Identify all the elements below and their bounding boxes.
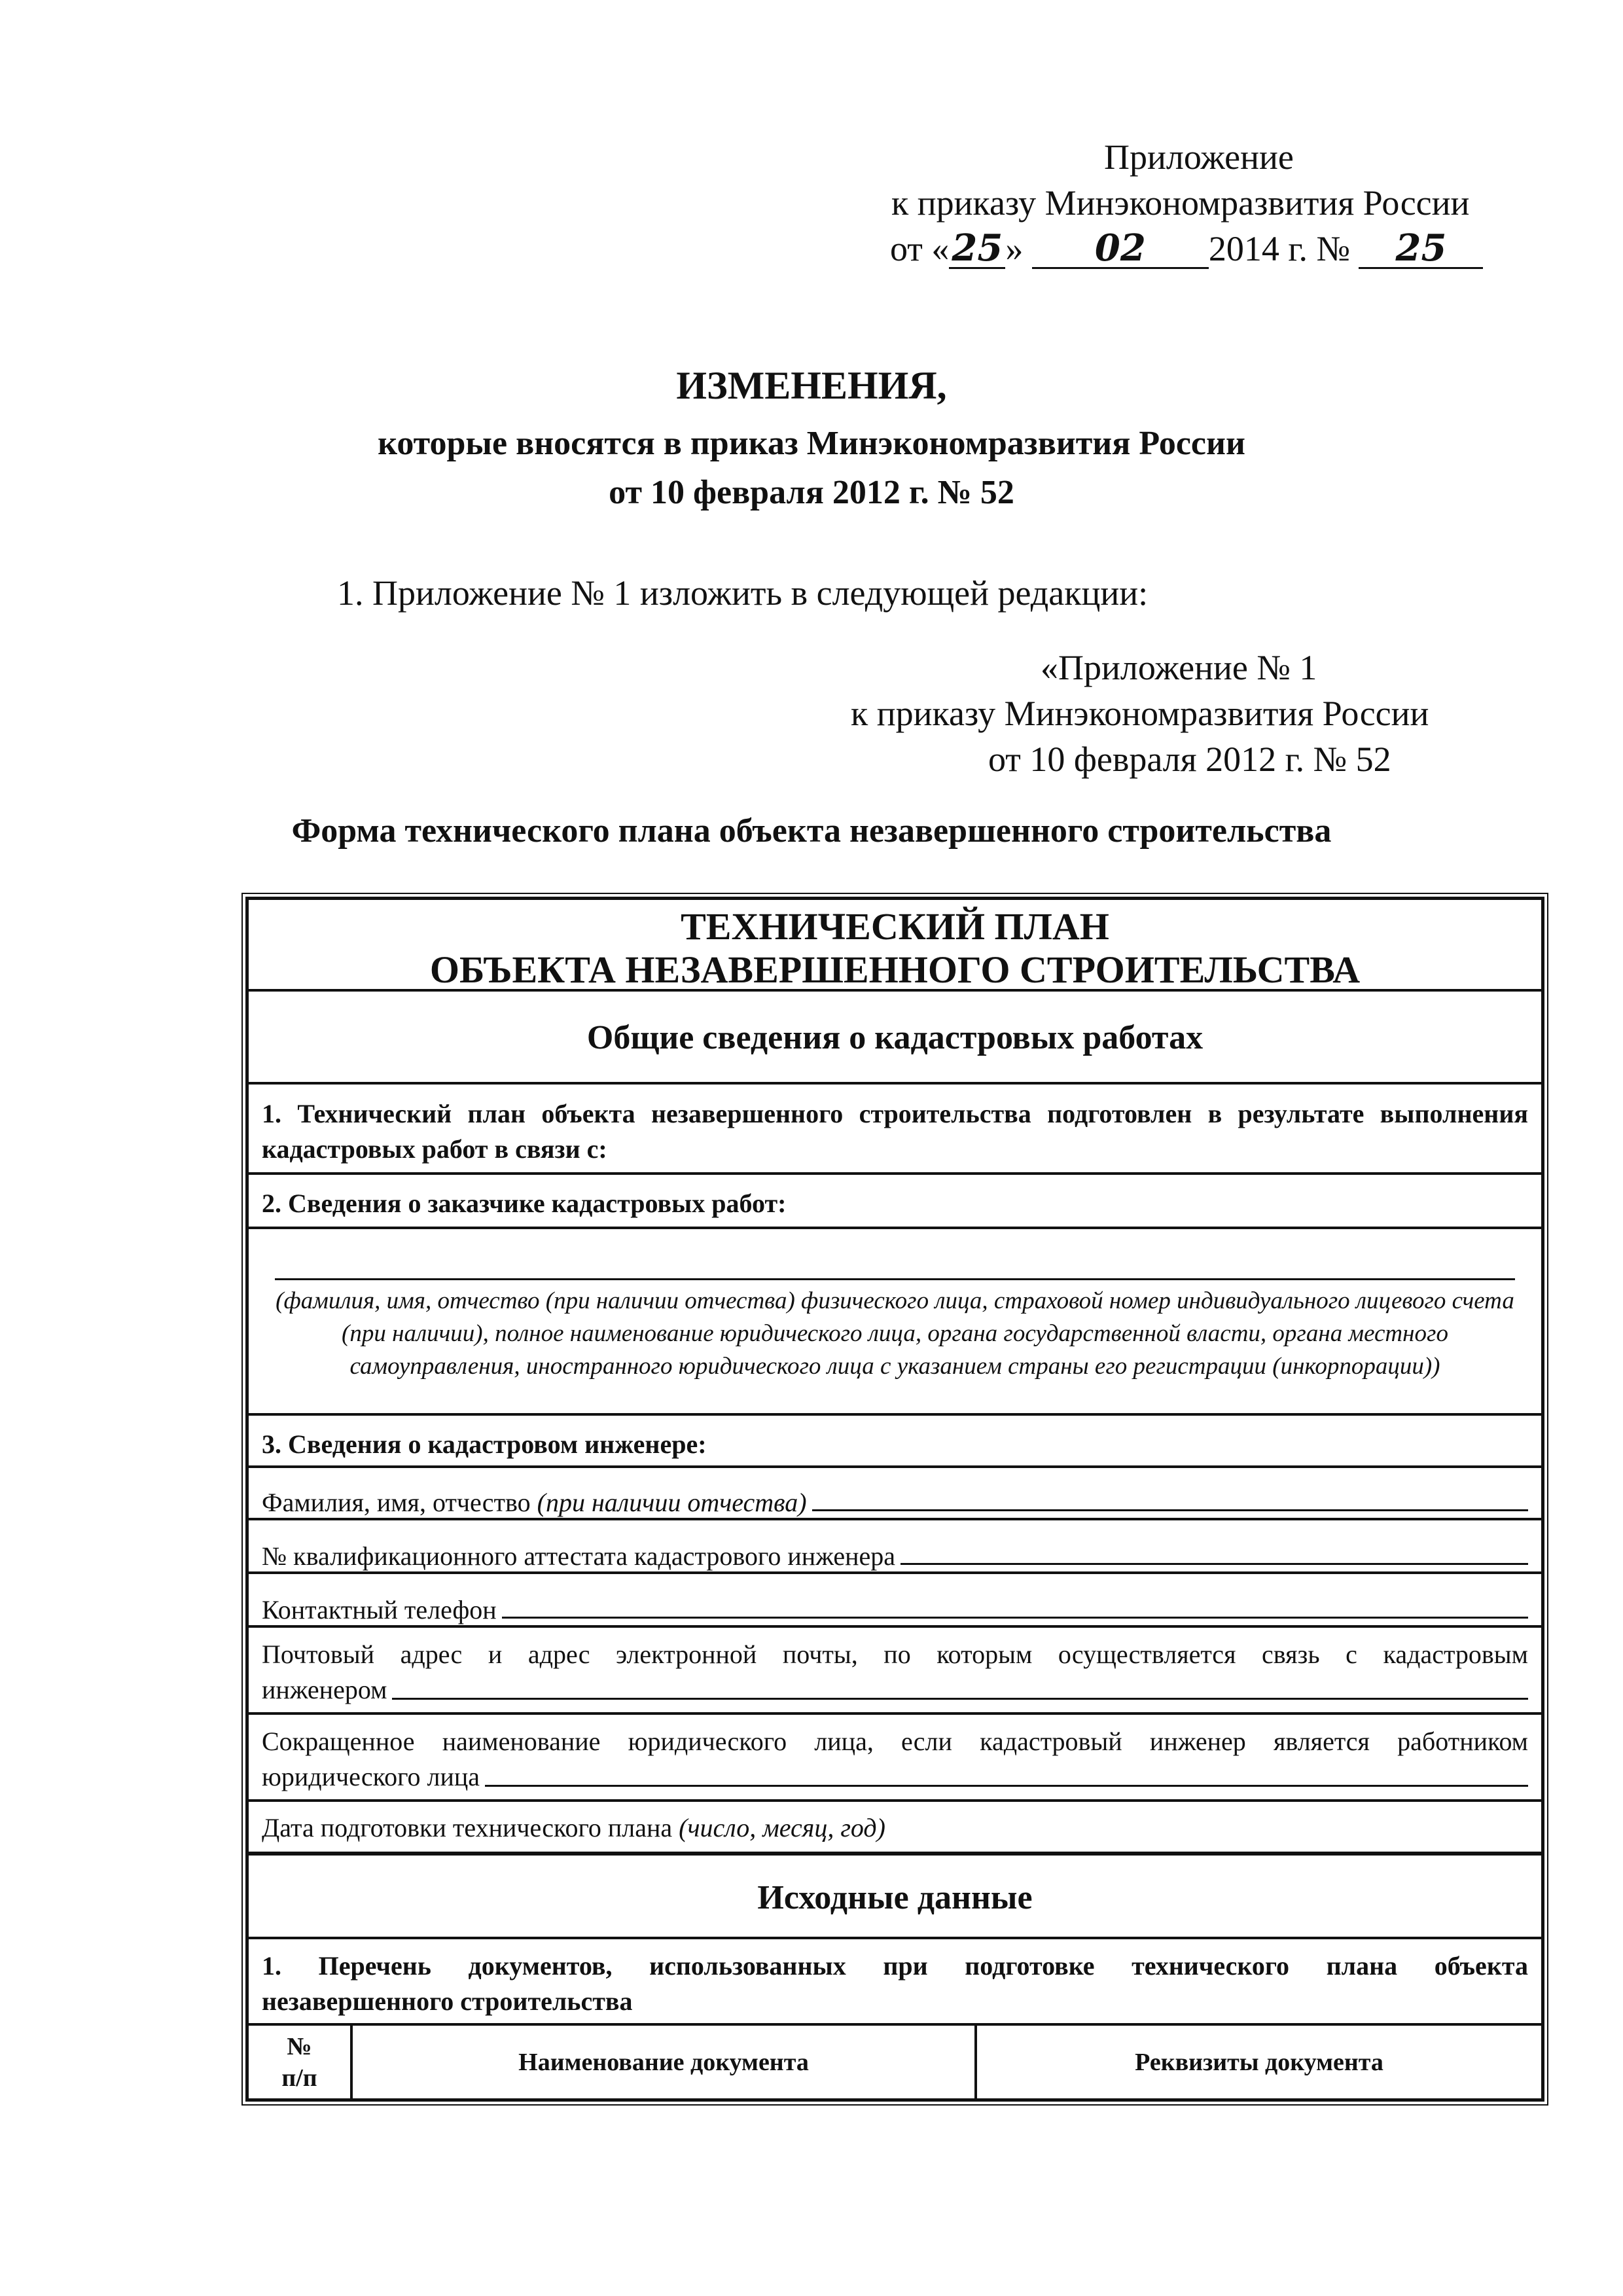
form-heading-line-2: ОБЪЕКТА НЕЗАВЕРШЕННОГО СТРОИТЕЛЬСТВА	[429, 948, 1361, 991]
col-doc-name-header: Наименование документа	[353, 2026, 977, 2098]
date-quote: »	[1005, 229, 1024, 268]
col-number-pp: п/п	[281, 2064, 317, 2092]
col-number-header	[249, 2026, 353, 2098]
appendix-1-label: «Приложение № 1	[1041, 648, 1317, 687]
organization-label-line-2: юридического лица	[262, 1762, 480, 1791]
section-source-data-heading: Исходные данные	[249, 1854, 1541, 1939]
appendix-1-header	[851, 645, 1544, 782]
organization-label-line-1: Сокращенное наименование юридического лица, если кадастровый инженер является работником	[262, 1727, 1528, 1756]
address-label-row	[262, 1672, 1528, 1708]
plan-date-label: Дата подготовки технического плана	[262, 1813, 673, 1842]
address-fill-line	[392, 1697, 1528, 1700]
section-general-heading: Общие сведения о кадастровых работах	[249, 992, 1541, 1085]
attestat-label: № квалификационного аттестата кадастрового инженера	[262, 1541, 895, 1571]
plan-date-field[interactable]	[249, 1802, 1541, 1854]
phone-field[interactable]	[249, 1574, 1541, 1628]
address-label-line-2: инженером	[262, 1675, 387, 1704]
handwritten-day: 25	[949, 229, 1005, 269]
address-label-line-1: Почтовый адрес и адрес электронной почты, по которым осуществляется связь с кадастровым	[262, 1640, 1528, 1669]
phone-fill-line	[502, 1616, 1528, 1619]
appendix-label: Приложение	[1104, 137, 1294, 177]
subtitle-line-2: от 10 февраля 2012 г. № 52	[609, 474, 1014, 511]
attestat-field[interactable]	[249, 1520, 1541, 1574]
form-heading	[249, 900, 1541, 992]
subtitle-line-1: которые вносятся в приказ Минэкономразвития России	[378, 425, 1245, 462]
documents-list-line-1: 1. Перечень документов, использованных при подготовке технического плана объекта	[262, 1951, 1528, 1981]
customer-field[interactable]	[249, 1229, 1541, 1416]
documents-list-line-2: незавершенного строительства	[262, 1986, 633, 2016]
item-1-reason: 1. Технический план объекта незавершенного строительства подготовлен в результате выполнения кадастровых работ в связи с:	[249, 1085, 1541, 1175]
form-title: Форма технического плана объекта незавершенного строительства	[291, 812, 1332, 850]
document-title: ИЗМЕНЕНИЯ,	[676, 364, 947, 407]
engineer-name-label	[262, 1487, 807, 1518]
form-heading-line-1: ТЕХНИЧЕСКИЙ ПЛАН	[681, 905, 1109, 948]
col-number-symbol: №	[287, 2032, 312, 2060]
documents-table-header	[249, 2026, 1541, 2098]
engineer-name-field[interactable]	[249, 1468, 1541, 1520]
plan-date-note: (число, месяц, год)	[679, 1813, 885, 1842]
appendix-header	[890, 134, 1558, 272]
fio-label: Фамилия, имя, отчество	[262, 1488, 531, 1517]
technical-plan-form	[245, 897, 1544, 2102]
fio-note: (при наличии отчества)	[537, 1488, 807, 1517]
handwritten-month: 02	[1032, 229, 1209, 269]
appendix-date-line	[890, 226, 1558, 272]
item-2-customer: 2. Сведения о заказчике кадастровых работ:	[249, 1175, 1541, 1229]
documents-list-heading	[249, 1939, 1541, 2026]
organization-label-row	[262, 1759, 1528, 1795]
appendix-1-date: от 10 февраля 2012 г. № 52	[988, 740, 1391, 779]
organization-field[interactable]	[249, 1715, 1541, 1802]
year-label: 2014 г. №	[1208, 229, 1350, 268]
attestat-fill-line	[901, 1562, 1528, 1565]
col-doc-details-header: Реквизиты документа	[1135, 2048, 1383, 2076]
customer-field-note: (фамилия, имя, отчество (при наличии отчества) физического лица, страховой номер индивидуального лицевого счета (при наличии), полное наименование юридического лица, органа государственной власти, органа местного самоуправления, иностранного юридического лица с указанием страны его регистрации (инкорпорации))	[276, 1287, 1514, 1380]
item-3-engineer: 3. Сведения о кадастровом инженере:	[249, 1416, 1541, 1468]
engineer-name-fill-line	[812, 1509, 1528, 1511]
appendix-1-order: к приказу Минэкономразвития России	[851, 694, 1429, 733]
point-1: 1. Приложение № 1 изложить в следующей редакции:	[337, 573, 1149, 613]
customer-fill-line	[275, 1278, 1515, 1280]
date-prefix: от «	[890, 229, 950, 268]
document-subtitle	[0, 419, 1623, 517]
address-field[interactable]	[249, 1628, 1541, 1715]
handwritten-number: 25	[1359, 229, 1483, 269]
organization-fill-line	[485, 1784, 1528, 1787]
phone-label: Контактный телефон	[262, 1595, 497, 1624]
appendix-order-ref: к приказу Минэкономразвития России	[891, 183, 1470, 223]
